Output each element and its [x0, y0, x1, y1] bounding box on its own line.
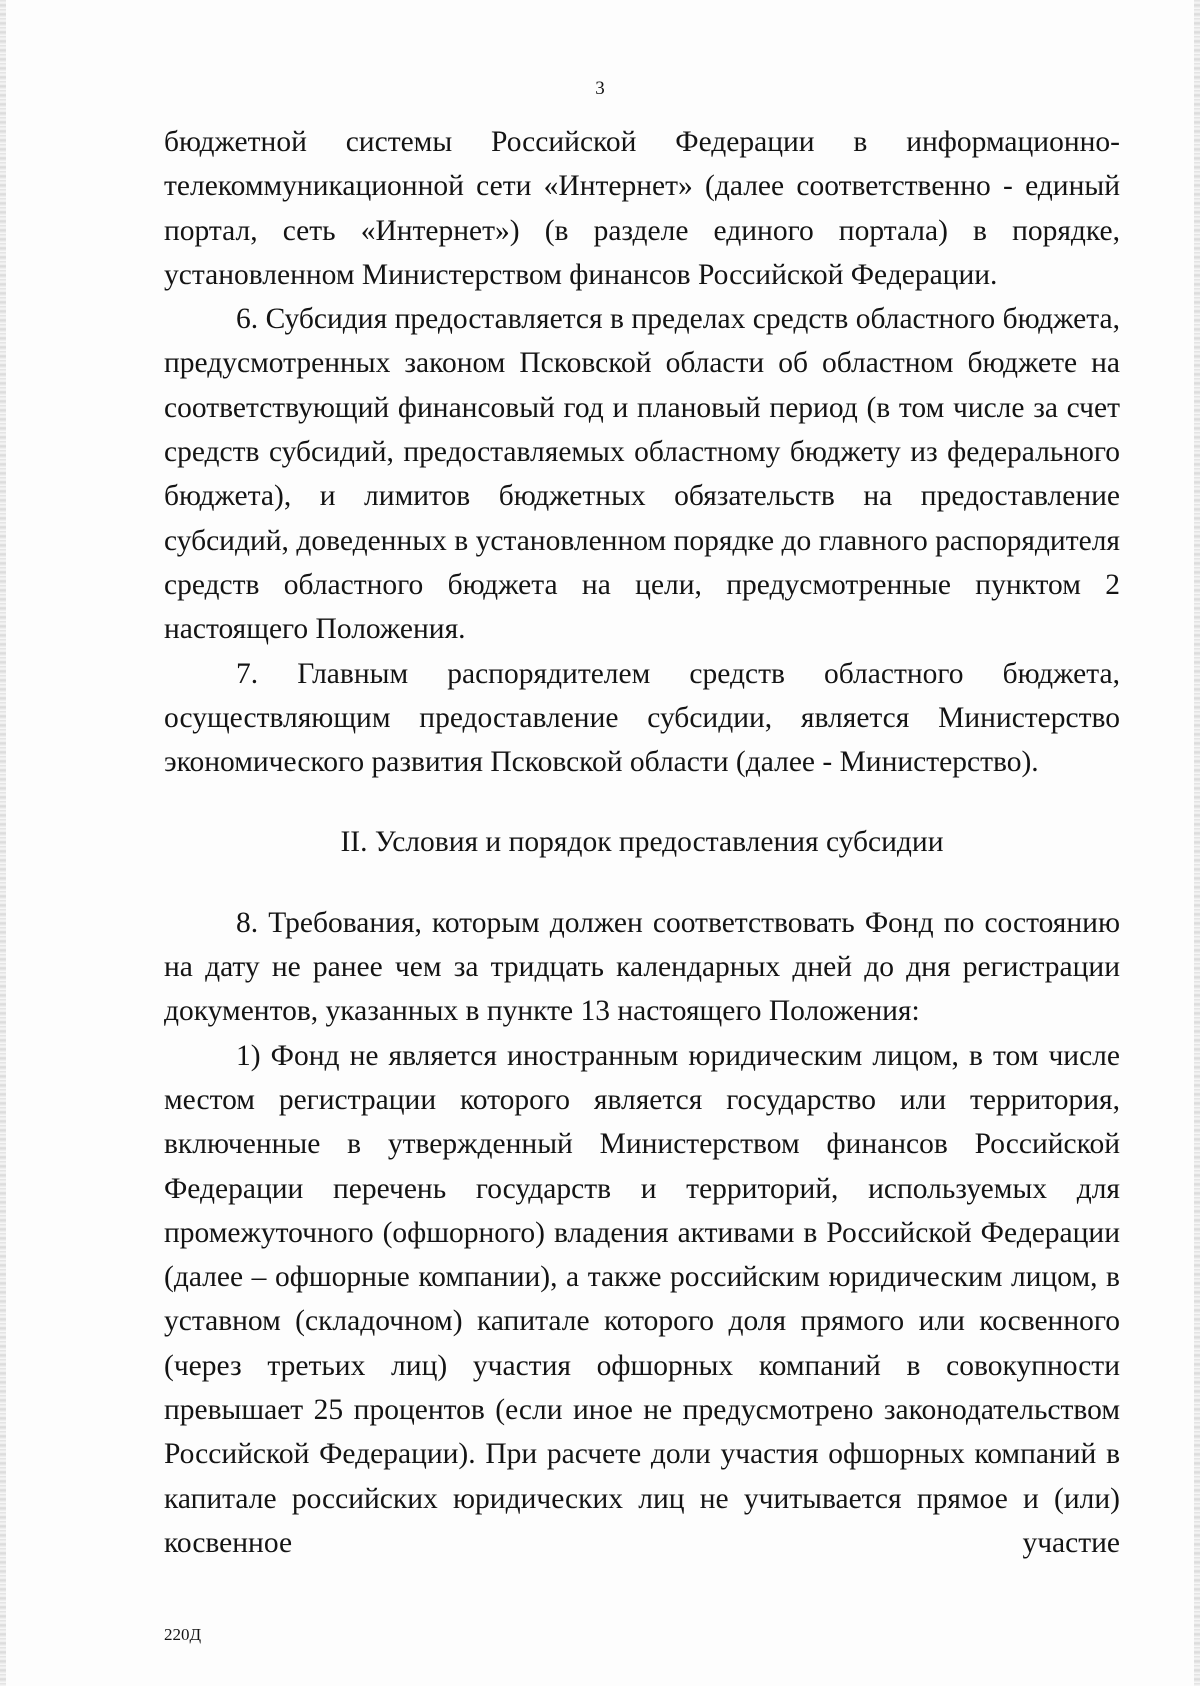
paragraph-item-6: 6. Субсидия предоставляется в пределах средств областного бюджета, предусмотренных законом Псковской области об областном бюджете на соответствующий финансовый год и плановый период (в том числе за счет средств субсидий, предоставляемых областному бюджету из федерального бюджета), и лимитов бюджетных обязательств на предоставление субсидий, доведенных в установленном порядке до главного распорядителя средств областного бюджета на цели, предусмотренные пунктом 2 настоящего Положения. — [164, 303, 1120, 646]
document-body — [164, 120, 1120, 1565]
document-code: 220Д — [164, 1625, 202, 1644]
scan-edge-left — [0, 0, 6, 1686]
paragraph-item-7: 7. Главным распорядителем средств областного бюджета, осуществляющим предоставление субсидии, является Министерство экономического развития Псковской области (далее - Министерство). — [164, 657, 1120, 779]
scan-edge-right — [1194, 0, 1200, 1686]
page-number: 3 — [595, 78, 605, 99]
paragraph-continuation: бюджетной системы Российской Федерации в информационно-телекоммуникационной сети «Интернет» (далее соответственно - единый портал, сеть «Интернет») (в разделе единого портала) в порядке, установленном Министерством финансов Российской Федерации. — [164, 126, 1120, 291]
section-heading: II. Условия и порядок предоставления субсидии — [340, 826, 944, 859]
paragraph-item-8: 8. Требования, которым должен соответствовать Фонд по состоянию на дату не ранее чем за тридцать календарных дней до дня регистрации документов, указанных в пункте 13 настоящего Положения: — [164, 906, 1120, 1028]
paragraph-subitem-1: 1) Фонд не является иностранным юридическим лицом, в том числе местом регистрации которого является государство или территория, включенные в утвержденный Министерством финансов Российской Федерации перечень государств и территорий, используемых для промежуточного (офшорного) владения активами в Российской Федерации (далее – офшорные компании), а также российским юридическим лицом, в уставном (складочном) капитале которого доля прямого или косвенного (через третьих лиц) участия офшорных компаний в совокупности превышает 25 процентов (если иное не предусмотрено законодательством Российской Федерации). При расчете доли участия офшорных компаний в капитале российских юридических лиц не учитывается прямое и (или) косвенное участие — [164, 1039, 1120, 1559]
